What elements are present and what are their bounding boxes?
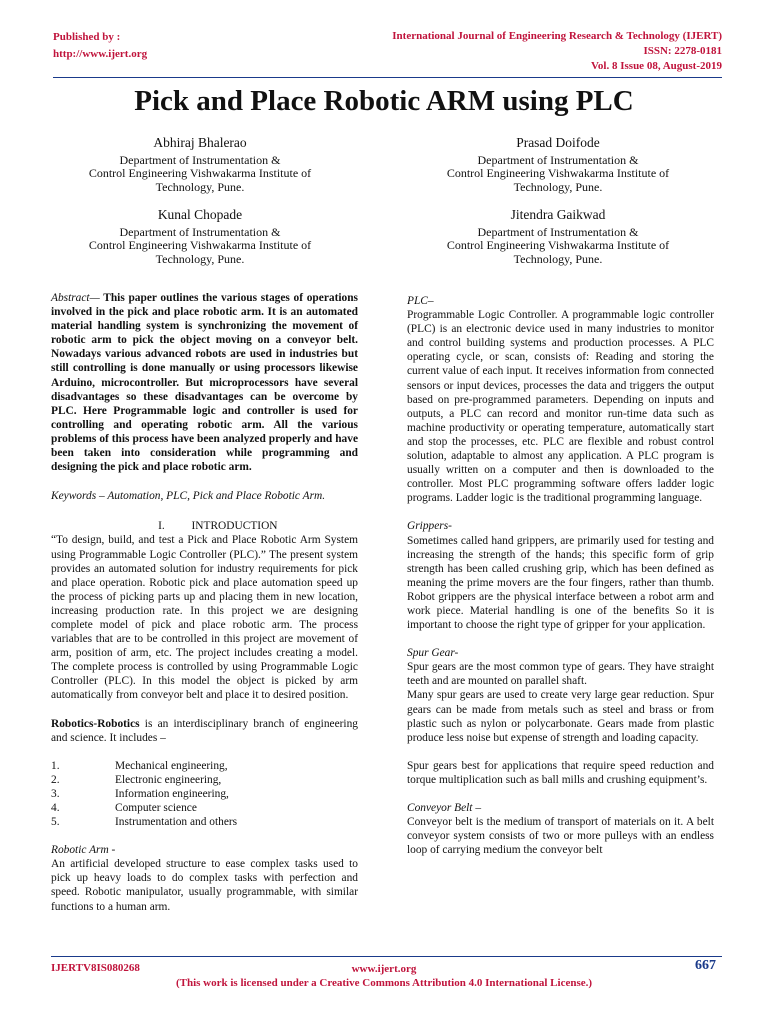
robotics-label: Robotics-Robotics	[51, 717, 140, 730]
conveyor-belt-heading: Conveyor Belt –	[407, 802, 482, 814]
plc-heading: PLC–	[407, 295, 434, 307]
header-left	[53, 29, 147, 63]
left-column	[51, 291, 358, 914]
author-affiliation: Technology, Pune.	[155, 179, 245, 194]
page-number: 667	[695, 958, 716, 973]
abstract-label: Abstract—	[51, 292, 100, 304]
grippers-paragraph: Sometimes called hand grippers, are primarily used for testing and increasing the strength of the hands; this specific form of grip strength has been called crushing grip, which has been defined as meaning the prime movers are the four fingers, rather than thumb. Robot grippers are the physical interface between a robot arm and work piece. Material handling is one of the benefits So it is important to choose the right type of gripper for your application.	[407, 534, 714, 632]
author-name: Kunal Chopade	[157, 207, 243, 222]
published-by: Published by :	[53, 31, 121, 43]
spur-gear-paragraph: Spur gears best for applications that require speed reduction and torque multiplication such as ball mills and crushing equipment’s.	[407, 759, 714, 786]
plc-paragraph: Programmable Logic Controller. A programmable logic controller (PLC) is an electronic device used in many industries to monitor and control building systems and production processes. A PLC operating cycle, or scan, consists of: Reading and storing the current value of each input. It receives information from connected sensors or input devices, processes the data and triggers the output based on pre-programmed parameters. Depending on inputs and outputs, a PLC can record and monitor run-time data such as machine productivity or operating temperature, automatically start and stop the processes, etc. PLC are flexible and robust control solution, adaptable to almost any application. A PLC program is usually written on a computer and then is downloaded to the controller. Most PLC programming software offers ladder logic programs. Ladder logic is the traditional programming language.	[407, 309, 714, 505]
abstract	[51, 291, 358, 474]
author-affiliation: Department of Instrumentation &	[119, 152, 281, 167]
author-affiliation: Control Engineering Vishwakarma Institute of	[88, 238, 312, 252]
spur-gear-paragraph: Many spur gears are used to create very large gear reduction. Spur gears can be made from metals such as steel and brass or from plastic such as nylon or polycarbonate. Gears made from plastic produce less noise but expense of strength and loading capacity.	[407, 689, 714, 744]
author-affiliation: Technology, Pune.	[513, 251, 603, 266]
author-affiliation: Control Engineering Vishwakarma Institute of	[446, 238, 670, 252]
author-affiliation: Department of Instrumentation &	[477, 224, 639, 239]
list-item: 2. Electronic engineering,	[51, 773, 222, 786]
author-affiliation: Control Engineering Vishwakarma Institute of	[88, 166, 312, 180]
paper-id: IJERTV8IS080268	[51, 962, 140, 974]
robotics-text: is an interdisciplinary branch of engineering and science. It includes –	[51, 717, 358, 744]
spur-gear-heading: Spur Gear-	[407, 647, 459, 660]
author-affiliation: Technology, Pune.	[155, 251, 245, 266]
author-name: Prasad Doifode	[516, 135, 600, 150]
intro-paragraph: “To design, build, and test a Pick and Place Robotic Arm System using Programmable Logic Controller (PLC).” The present system provides an automated solution for industry requirements for pick and place operation. Robotic pick and place automation speed up the process of picking parts up and placing them in new location, increasing production rate. In this project we are designing complete model of pick and place robotic arm. The process variables that are to be controlled in this project are movement of arm, position of arm, etc. The project includes creating a model. The complete process is controlled by using Programmable Logic Controller (PLC). In this model the object is picked by arm automatically from conveyor belt and place it to desired position.	[51, 534, 358, 702]
robotic-arm-heading: Robotic Arm -	[51, 844, 116, 857]
keywords: Keywords – Automation, PLC, Pick and Place Robotic Arm.	[51, 490, 326, 503]
journal-url-link[interactable]: http://www.ijert.org	[53, 48, 148, 60]
header-right	[392, 29, 722, 74]
license-notice: (This work is licensed under a Creative Commons Attribution 4.0 International License.)	[175, 977, 593, 989]
author-block	[35, 136, 365, 194]
section-title: INTRODUCTION	[191, 520, 278, 533]
author-affiliation: Department of Instrumentation &	[477, 152, 639, 167]
robotics-paragraph	[51, 717, 358, 745]
grippers-heading: Grippers-	[407, 520, 452, 533]
right-column	[407, 294, 714, 857]
author-affiliation: Control Engineering Vishwakarma Institute of	[446, 166, 670, 180]
volume-issue: Vol. 8 Issue 08, August-2019	[590, 60, 722, 72]
header-divider	[53, 77, 722, 78]
section-heading	[51, 519, 358, 533]
abstract-text: This paper outlines the various stages of operations involved in the pick and place robotic arm. It is an automated material handling system is synchronizing the movement of robotic arm to pick the object moving on a conveyor belt. Nowadays various advanced robots are used in industries but still controlling is done manually or using processors likewise Arduino, microcontroller. But microprocessors have several disadvantages so these disadvantages can be overcome by PLC. Here Programmable logic and controller is used for controlling and operating robotic arm. All the various problems of this process have been analyzed properly and have been taken into consideration while programming and designing the pick and place robotic arm.	[51, 292, 358, 474]
journal-name: International Journal of Engineering Research & Technology (IJERT)	[392, 30, 722, 42]
spur-gear-paragraph: Spur gears are the most common type of gears. They have straight teeth and are mounted on parallel shaft.	[407, 661, 714, 688]
conveyor-belt-paragraph: Conveyor belt is the medium of transport of materials on it. A belt conveyor system consists of two or more pulleys with an endless loop of carrying medium the conveyor belt	[407, 816, 714, 857]
footer-url-link[interactable]: www.ijert.org	[351, 963, 417, 975]
footer-center	[0, 962, 768, 990]
list-item: 5. Instrumentation and others	[51, 816, 238, 829]
author-block	[393, 136, 723, 194]
list-item: 3. Information engineering,	[51, 787, 229, 800]
robotic-arm-paragraph: An artificial developed structure to ease complex tasks used to pick up heavy loads to do complex tasks with perfection and speed. Robotic manipulator, usually programmable, with similar functions to a human arm.	[51, 858, 358, 913]
author-affiliation: Technology, Pune.	[513, 179, 603, 194]
author-affiliation: Department of Instrumentation &	[119, 224, 281, 239]
disciplines-list	[51, 759, 358, 829]
list-item: 1. Mechanical engineering,	[51, 759, 228, 772]
author-name: Jitendra Gaikwad	[510, 207, 606, 222]
author-block	[393, 208, 723, 266]
author-block	[35, 208, 365, 266]
paper-title: Pick and Place Robotic ARM using PLC	[134, 85, 634, 117]
issn: ISSN: 2278-0181	[643, 45, 722, 57]
list-item: 4. Computer science	[51, 802, 197, 814]
footer-divider	[51, 956, 722, 957]
author-name: Abhiraj Bhalerao	[153, 135, 247, 150]
section-number: I.	[158, 520, 165, 533]
